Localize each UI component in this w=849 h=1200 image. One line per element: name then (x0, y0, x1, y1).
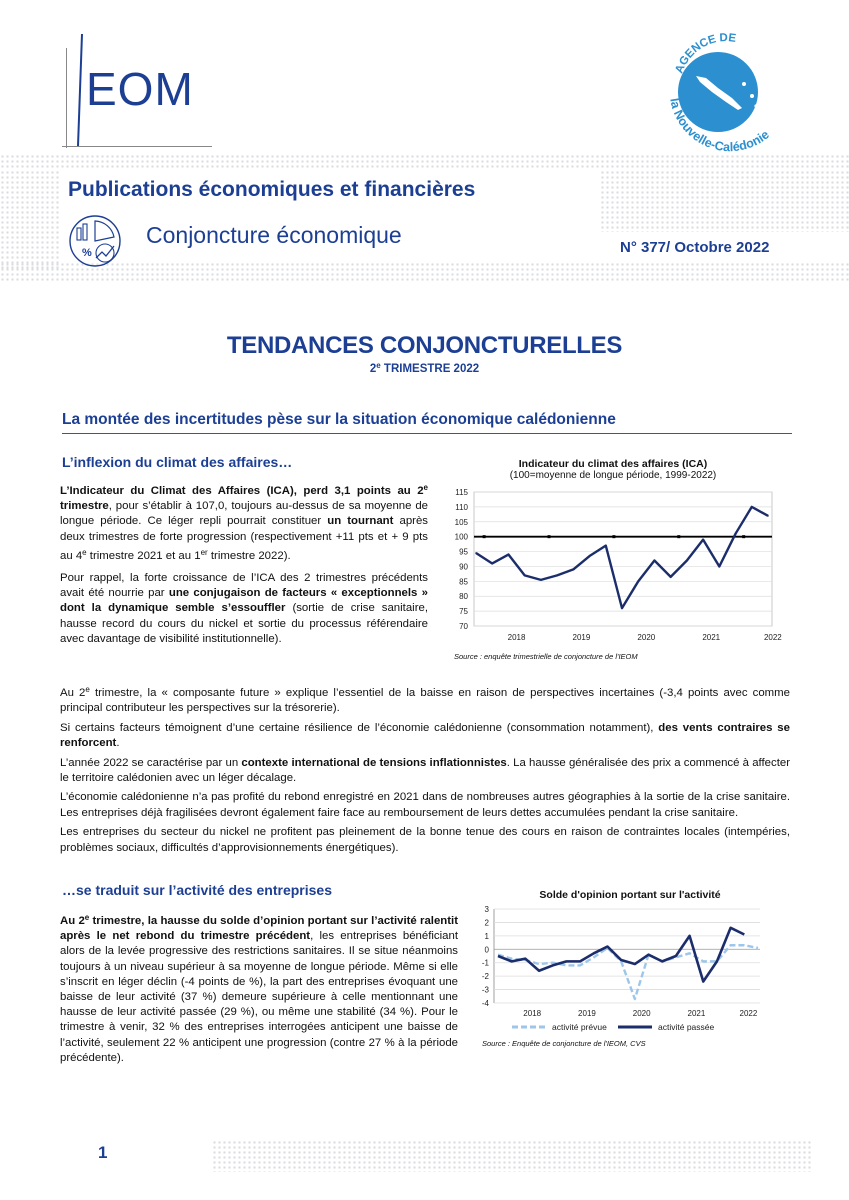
activity-y-tick-label: -4 (481, 999, 489, 1008)
ica-data-point (719, 566, 721, 568)
ica-data-point (637, 581, 639, 583)
ica-y-tick-label: 90 (459, 562, 468, 572)
section-headline: La montée des incertitudes pèse sur la situation économique calédonienne (62, 411, 616, 428)
page-subtitle: 2e TRIMESTRE 2022 (369, 361, 480, 375)
activity-x-tick-label: 2019 (578, 1009, 596, 1018)
activity-y-tick-label: 3 (484, 905, 489, 914)
activity-y-tick-label: -3 (481, 985, 489, 995)
section1-column-text (60, 480, 428, 654)
section-divider (62, 433, 792, 434)
section2-column-text (60, 910, 458, 1073)
header-dot-band-4 (0, 262, 849, 282)
activity-line-chart (470, 903, 782, 1035)
ica-x-tick-label: 2019 (572, 633, 591, 642)
ica-data-point (508, 554, 510, 556)
section1-paragraph-4: Si certains facteurs témoignent d’une certaine résilience de l’économie calédonienne (consommation notamment), des vents contraires se renforcent. (60, 721, 790, 750)
header-dot-band-3 (600, 170, 849, 232)
logo-horizontal-rule (62, 146, 212, 147)
ica-data-point (735, 533, 737, 535)
ica-y-tick-label: 95 (459, 547, 468, 557)
ica-y-tick-label: 100 (454, 532, 468, 542)
section1-full-text (60, 682, 790, 860)
ica-data-point (702, 539, 704, 541)
conjoncture-title: Conjoncture économique (146, 222, 402, 248)
ica-y-tick-label: 115 (455, 488, 468, 497)
ica-data-point (540, 579, 542, 581)
activity-x-tick-label: 2022 (739, 1009, 758, 1018)
ica-y-tick-label: 110 (455, 502, 468, 512)
activity-chart-title: Solde d'opinion portant sur l'activité (539, 889, 721, 901)
ica-y-tick-label: 85 (459, 577, 468, 587)
section1-paragraph-3: Au 2e trimestre, la « composante future » explique l’essentiel de la baisse en raison de perspectives incertaines (-3,4 points avec comme principal contributeur les perspectives sur la trésorerie). (60, 685, 790, 715)
ica-reference-marker (483, 535, 486, 538)
ica-reference-marker (612, 535, 615, 538)
ica-chart-block (448, 458, 778, 481)
activity-y-tick-label: -2 (481, 972, 489, 982)
agence-top-text: AGENCE DE (673, 31, 737, 76)
ica-reference-marker (548, 535, 551, 538)
section2-heading: …se traduit sur l’activité des entreprises (62, 882, 332, 898)
legend-passee-label: activité passée (658, 1022, 715, 1032)
activity-y-tick-label: 0 (484, 945, 489, 955)
section1-paragraph-5: L’année 2022 se caractérise par un contexte international de tensions inflationnistes. La hausse généralisée des prix a commencé à affecter le territoire calédonien avec un léger décalage. (60, 756, 790, 785)
svg-text:%: % (82, 247, 92, 259)
ica-y-tick-label: 105 (454, 517, 468, 527)
issue-number: N° 377/ Octobre 2022 (620, 239, 770, 256)
ica-reference-marker (677, 535, 680, 538)
section1-paragraph-1: L’Indicateur du Climat des Affaires (ICA), perd 3,1 points au 2e trimestre, pour s’établir à 107,0, toujours au-dessus de sa moyenne de longue période. Ce léger repli pourrait constituer un tournant après deux trimestres de forte progression (respectivement +11 pts et + 9 pts au 4e trimestre 2021 et au 1er trimestre 2022). (60, 483, 428, 562)
ica-data-point (556, 575, 558, 577)
activity-chart-block (470, 889, 790, 901)
logo-vertical-rule (66, 48, 67, 148)
activity-x-tick-label: 2020 (632, 1009, 651, 1018)
ica-data-point (589, 555, 591, 557)
legend-prevue-label: activité prévue (552, 1022, 607, 1032)
page-title: TENDANCES CONJONCTURELLES (226, 332, 623, 359)
section1-paragraph-2: Pour rappel, la forte croissance de l’ICA des 2 trimestres précédents avait été nourrie par une conjugaison de facteurs « exceptionnels » dont la dynamique semble s’essouffler (sortie de crise sanitaire, hausse record du cours du nickel et sortie du processus référendaire avec davantage de visibilité institutionnelle). (60, 572, 428, 645)
page-number: 1 (98, 1143, 108, 1162)
section1-paragraph-7: Les entreprises du secteur du nickel ne profitent pas pleinement de la bonne tenue des cours en raison de contraintes locales (intempéries, problèmes sociaux, difficultés d’approvisionnements énergétiques). (60, 826, 790, 854)
ica-chart-subtitle: (100=moyenne de longue période, 1999-2022) (509, 470, 717, 481)
ica-data-point (621, 607, 623, 609)
ica-x-tick-label: 2020 (637, 633, 656, 642)
ica-data-point (654, 560, 656, 562)
activity-x-tick-label: 2021 (687, 1009, 706, 1018)
ica-data-point (686, 560, 688, 562)
ica-line-chart (436, 482, 782, 650)
ica-x-tick-label: 2018 (507, 633, 526, 642)
footer-dot-band (212, 1140, 812, 1172)
ieom-logo (60, 28, 240, 148)
ica-x-tick-label: 2022 (763, 633, 782, 642)
ica-y-tick-label: 75 (459, 607, 468, 617)
ica-chart-title: Indicateur du climat des affaires (ICA) (518, 458, 708, 470)
ica-x-tick-label: 2021 (702, 633, 721, 642)
ica-chart-source: Source : enquête trimestrielle de conjoncture de l'IEOM (454, 652, 638, 661)
conjoncture-chart-icon (68, 214, 122, 268)
logo-i-stroke (76, 34, 84, 146)
agence-bottom-text: la Nouvelle-Calédonie (667, 97, 772, 155)
ica-data-point (573, 569, 575, 571)
ica-data-point (670, 576, 672, 578)
section1-heading: L’inflexion du climat des affaires… (62, 454, 293, 470)
ica-y-tick-label: 80 (459, 592, 468, 602)
logo-text: EOM (86, 63, 194, 115)
ica-data-point (524, 575, 526, 577)
ica-reference-marker (742, 535, 745, 538)
header-dot-band-2 (0, 170, 60, 270)
section2-paragraph-1: Au 2e trimestre, la hausse du solde d’opinion portant sur l’activité ralentit après le net rebond du trimestre précédent, les entreprises bénéficiant alors de la levée progressive des restrictions sanitaires. Il se situe néanmoins toujours à un niveau supérieur à sa moyenne de longue période. Même si elle s’inscrit en léger déclin (-4 points de %), la part des entreprises évoquant une baisse de leur activité (37 %) demeure supérieure à celle mentionnant une hausse de leur activité passée (29 %), ou même une stabilité (34 %). Pour le trimestre à venir, 32 % des entreprises interrogées anticipent une baisse de l’activité, seulement 22 % anticipent une progression (contre 27 % à la période précédente). (60, 913, 458, 1064)
ica-data-point (605, 545, 607, 547)
activity-chart-source: Source : Enquête de conjoncture de l'IEOM, CVS (482, 1039, 646, 1048)
activity-y-tick-label: -1 (481, 958, 489, 968)
ica-data-point (767, 515, 769, 517)
publication-title: Publications économiques et financières (68, 178, 476, 201)
ica-data-point (491, 563, 493, 565)
activity-x-tick-label: 2018 (523, 1009, 542, 1018)
activity-y-tick-label: 2 (484, 918, 489, 928)
activity-y-tick-label: 1 (484, 931, 489, 941)
ica-y-tick-label: 70 (459, 622, 468, 631)
agence-nouvelle-caledonie-seal (648, 14, 798, 164)
section1-paragraph-6: L’économie calédonienne n’a pas profité du rebond enregistré en 2021 dans de nombreuses autres géographies à la sortie de la crise sanitaire. Les entreprises déjà fragilisées devront également faire face au remboursement de leurs dettes accumulées pendant la crise sanitaire. (60, 791, 790, 819)
ica-data-point (751, 506, 753, 508)
ica-data-point (475, 552, 477, 554)
